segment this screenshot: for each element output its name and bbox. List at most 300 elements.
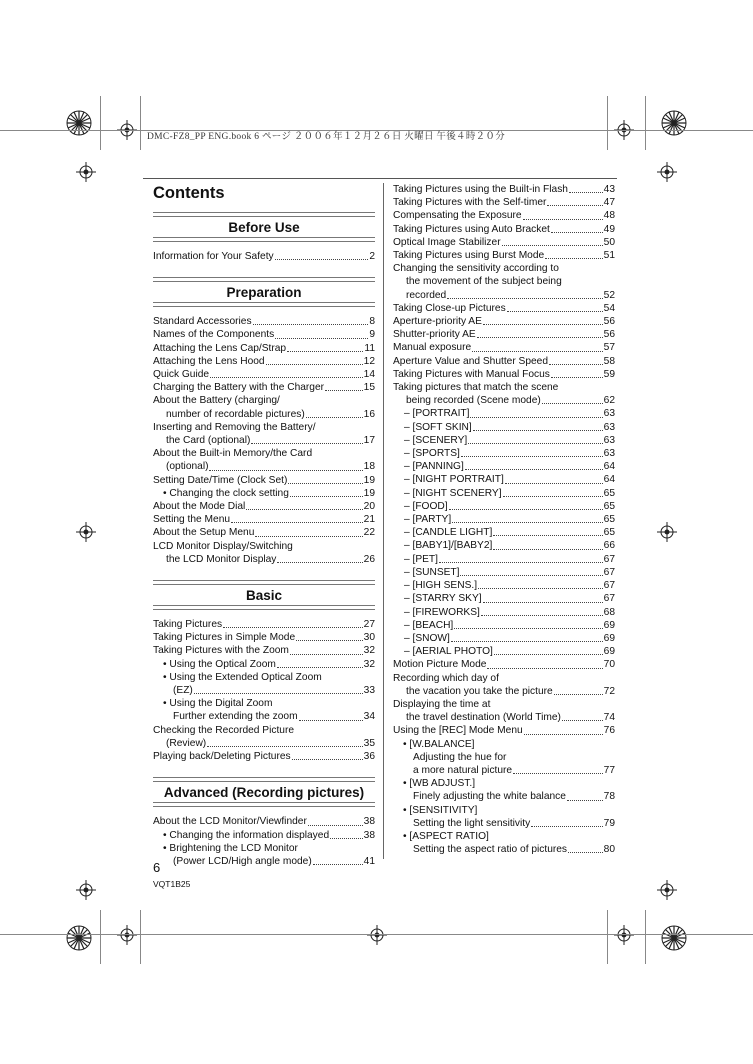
toc-entry-title: About the Mode Dial	[153, 501, 246, 513]
toc-entry[interactable]	[153, 434, 375, 447]
toc-entry[interactable]	[393, 289, 615, 302]
toc-entry[interactable]	[393, 315, 615, 328]
registration-mark-icon	[367, 925, 387, 945]
toc-entry[interactable]	[153, 697, 375, 710]
toc-entry-title: Using the [REC] Mode Menu	[393, 725, 523, 737]
dot-leader	[266, 364, 363, 365]
toc-entry-title: – [AERIAL PHOTO]	[404, 646, 493, 658]
toc-entry-title: the LCD Monitor Display	[166, 553, 277, 565]
dot-leader	[468, 443, 602, 444]
dot-leader	[439, 562, 603, 563]
toc-entry-page: 56	[603, 316, 615, 328]
dot-leader	[513, 773, 603, 774]
toc-entry[interactable]	[393, 817, 615, 830]
toc-entry[interactable]	[153, 750, 375, 763]
dot-leader	[567, 800, 603, 801]
toc-entry-page: 49	[603, 223, 615, 235]
dot-leader	[477, 337, 603, 338]
crop-line	[645, 96, 646, 150]
section-entries	[153, 250, 375, 263]
toc-entry[interactable]	[393, 738, 615, 751]
toc-entry[interactable]	[153, 474, 375, 487]
toc-entry-page: 74	[603, 712, 615, 724]
toc-entry[interactable]	[153, 381, 375, 394]
dot-leader	[290, 496, 363, 497]
toc-entry-page: 59	[603, 368, 615, 380]
toc-entry-title: • [SENSITIVITY]	[403, 804, 478, 816]
dot-leader	[452, 522, 602, 523]
dot-leader	[524, 734, 603, 735]
toc-entry-page: 80	[603, 844, 615, 856]
toc-entry[interactable]	[393, 843, 615, 856]
section-preparation	[153, 277, 375, 307]
dot-leader	[460, 575, 602, 576]
toc-entry-page: 38	[363, 829, 375, 841]
toc-entry[interactable]	[393, 645, 615, 658]
toc-entry-page: 78	[603, 791, 615, 803]
toc-entry[interactable]	[153, 355, 375, 368]
toc-entry[interactable]	[393, 764, 615, 777]
toc-entry-page: 17	[363, 435, 375, 447]
dot-leader	[470, 417, 602, 418]
toc-entry[interactable]	[393, 487, 615, 500]
toc-entry-page: 47	[603, 197, 615, 209]
toc-entry-page: 62	[603, 395, 615, 407]
toc-entry-page: 12	[363, 355, 375, 367]
toc-entry-page: 63	[603, 434, 615, 446]
toc-entry[interactable]	[153, 684, 375, 697]
toc-entry[interactable]	[393, 777, 615, 790]
dot-leader	[255, 536, 362, 537]
toc-entry-title: Setting the light sensitivity	[413, 817, 531, 829]
toc-entry-title: Taking Pictures using Burst Mode	[393, 250, 545, 262]
dot-leader	[207, 746, 362, 747]
dot-leader	[290, 654, 363, 655]
toc-entry-title: – [PANNING]	[404, 461, 464, 473]
dot-leader	[503, 496, 603, 497]
dot-leader	[461, 456, 603, 457]
model-code: VQT1B25	[153, 879, 191, 889]
toc-entry-title: Taking Close-up Pictures	[393, 302, 506, 314]
toc-entry[interactable]	[393, 394, 615, 407]
toc-entry-title: Setting the Menu	[153, 514, 231, 526]
toc-entry[interactable]	[153, 394, 375, 407]
toc-entry[interactable]	[393, 421, 615, 434]
toc-entry-title: Shutter-priority AE	[393, 329, 476, 341]
dot-leader	[483, 602, 603, 603]
toc-entry[interactable]	[153, 829, 375, 842]
toc-entry-title: Aperture Value and Shutter Speed	[393, 355, 548, 367]
toc-entry-title: Compensating the Exposure	[393, 210, 522, 222]
toc-entry[interactable]	[393, 249, 615, 262]
toc-entry[interactable]	[393, 328, 615, 341]
toc-entry-page: 65	[603, 487, 615, 499]
toc-entry-title: Taking Pictures using the Built-in Flash	[393, 184, 568, 195]
section-advanced-recording	[153, 777, 375, 807]
toc-entry-page: 77	[603, 764, 615, 776]
toc-entry-page: 63	[603, 448, 615, 460]
toc-entry-title: Taking Pictures with the Self-timer	[393, 197, 547, 209]
dot-leader	[253, 324, 369, 325]
dot-leader	[277, 667, 363, 668]
toc-entry-title: – [CANDLE LIGHT]	[404, 527, 493, 539]
dot-leader	[251, 443, 362, 444]
toc-entry-page: 20	[363, 501, 375, 513]
dot-leader	[531, 826, 602, 827]
toc-entry-page: 65	[603, 527, 615, 539]
toc-entry-title: Manual exposure	[393, 342, 472, 354]
toc-entry-title: Information for Your Safety	[153, 251, 274, 262]
toc-entry-title: – [FOOD]	[404, 500, 448, 512]
toc-entry-page: 2	[369, 251, 375, 262]
toc-entry-page: 52	[603, 289, 615, 301]
toc-entry-page: 67	[603, 580, 615, 592]
toc-entry[interactable]	[153, 815, 375, 828]
toc-entry[interactable]	[393, 460, 615, 473]
toc-entry[interactable]	[153, 631, 375, 644]
toc-entry-page: 63	[603, 421, 615, 433]
crop-mark-sunburst-icon	[661, 110, 687, 136]
toc-entry[interactable]	[393, 724, 615, 737]
toc-entry[interactable]	[153, 526, 375, 539]
toc-entry-title: Taking Pictures with the Zoom	[153, 645, 289, 657]
toc-left-column	[153, 180, 375, 868]
toc-entry[interactable]	[153, 250, 375, 263]
toc-entry[interactable]	[153, 618, 375, 631]
toc-entry-page: 32	[363, 658, 375, 670]
toc-entry[interactable]	[153, 368, 375, 381]
toc-entry-title: Checking the Recorded Picture	[153, 724, 295, 736]
toc-entry[interactable]	[393, 355, 615, 368]
dot-leader	[275, 338, 368, 339]
toc-entry-title: • [W.BALANCE]	[403, 738, 475, 750]
crop-line	[607, 910, 608, 964]
toc-entry[interactable]	[393, 698, 615, 711]
toc-entry[interactable]	[393, 407, 615, 420]
dot-leader	[493, 535, 602, 536]
toc-entry-page: 66	[603, 540, 615, 552]
toc-entry-title: Aperture-priority AE	[393, 316, 482, 328]
toc-entry-page: 79	[603, 817, 615, 829]
toc-entry-page: 69	[603, 646, 615, 658]
toc-entry-page: 9	[369, 329, 375, 341]
dot-leader	[246, 509, 362, 510]
toc-entry-title: – [PARTY]	[404, 514, 452, 526]
dot-leader	[306, 417, 363, 418]
toc-entry[interactable]	[153, 842, 375, 855]
toc-entry[interactable]	[153, 447, 375, 460]
toc-entry[interactable]	[393, 473, 615, 486]
toc-entry[interactable]	[393, 368, 615, 381]
toc-entry-title: (EZ)	[173, 685, 193, 697]
dot-leader	[451, 641, 603, 642]
top-rule	[143, 178, 617, 179]
toc-entry-page: 33	[363, 685, 375, 697]
dot-leader	[551, 232, 603, 233]
registration-mark-icon	[76, 522, 96, 542]
toc-entry-title: About the Battery (charging/	[153, 395, 280, 407]
toc-entry-title: Taking Pictures using Auto Bracket	[393, 223, 550, 235]
toc-entry-title: Playing back/Deleting Pictures	[153, 751, 291, 763]
toc-entry-title: About the LCD Monitor/Viewfinder	[153, 816, 307, 828]
toc-entry-page: 70	[603, 659, 615, 671]
dot-leader	[554, 694, 603, 695]
toc-entry[interactable]	[153, 500, 375, 513]
crop-line	[140, 910, 141, 964]
registration-mark-icon	[657, 522, 677, 542]
toc-entry[interactable]	[393, 209, 615, 222]
dot-leader	[277, 562, 362, 563]
toc-entry[interactable]	[153, 487, 375, 500]
dot-leader	[494, 654, 603, 655]
toc-entry[interactable]	[393, 236, 615, 249]
dot-leader	[223, 627, 363, 628]
registration-mark-icon	[657, 880, 677, 900]
toc-entry-title: Taking Pictures in Simple Mode	[153, 632, 296, 644]
toc-entry[interactable]	[393, 275, 615, 288]
toc-entry-page: 26	[363, 553, 375, 565]
toc-entry[interactable]	[153, 342, 375, 355]
toc-entry-title: Further extending the zoom	[173, 711, 298, 723]
toc-entry-title: Recording which day of	[393, 672, 499, 684]
toc-entry-page: 64	[603, 461, 615, 473]
dot-leader	[194, 693, 363, 694]
toc-entry[interactable]	[153, 553, 375, 566]
toc-entry[interactable]	[153, 328, 375, 341]
toc-entry-title: a more natural picture	[413, 764, 513, 776]
dot-leader	[473, 430, 603, 431]
toc-entry-page: 32	[363, 645, 375, 657]
toc-entry-title: Standard Accessories	[153, 316, 252, 328]
toc-entry-page: 64	[603, 474, 615, 486]
toc-entry-page: 18	[363, 461, 375, 473]
page-number: 6	[153, 860, 161, 875]
toc-entry-page: 27	[363, 619, 375, 631]
toc-entry-page: 65	[603, 500, 615, 512]
toc-entry-title: • [WB ADJUST.]	[403, 778, 476, 790]
toc-entry-title: • [ASPECT RATIO]	[403, 830, 489, 842]
toc-entry-title: (Review)	[166, 737, 207, 749]
toc-entry-title: number of recordable pictures)	[166, 408, 305, 420]
toc-entry[interactable]	[393, 513, 615, 526]
dot-leader	[209, 470, 362, 471]
toc-entry-page: 67	[603, 593, 615, 605]
toc-entry-title: – [SUNSET]	[404, 566, 460, 578]
toc-entry[interactable]	[393, 302, 615, 315]
toc-entry[interactable]	[393, 830, 615, 843]
toc-entry[interactable]	[153, 644, 375, 657]
toc-entry-title: Setting the aspect ratio of pictures	[413, 844, 568, 856]
toc-entry-page: 22	[363, 527, 375, 539]
toc-entry-page: 14	[363, 369, 375, 381]
toc-entry-page: 58	[603, 355, 615, 367]
section-entries	[153, 815, 375, 868]
toc-entry-title: Attaching the Lens Hood	[153, 355, 265, 367]
dot-leader	[551, 377, 603, 378]
dot-leader	[547, 205, 602, 206]
toc-entry-page: 50	[603, 236, 615, 248]
registration-mark-icon	[614, 925, 634, 945]
toc-entry[interactable]	[393, 381, 615, 394]
toc-entry[interactable]	[393, 672, 615, 685]
toc-entry-title: the vacation you take the picture	[406, 685, 553, 697]
toc-entry[interactable]	[393, 539, 615, 552]
toc-entry-title: – [SNOW]	[404, 632, 450, 644]
section-title: Before Use	[228, 220, 300, 235]
toc-entry-page: 36	[363, 751, 375, 763]
crop-line	[607, 96, 608, 150]
dot-leader	[330, 838, 363, 839]
toc-entry-title: About the Setup Menu	[153, 527, 255, 539]
dot-leader	[493, 549, 602, 550]
toc-entry[interactable]	[393, 553, 615, 566]
toc-entry-title: – [SOFT SKIN]	[404, 421, 472, 433]
toc-entry-page: 54	[603, 302, 615, 314]
toc-entry[interactable]	[393, 447, 615, 460]
toc-entry[interactable]	[393, 196, 615, 209]
section-title: Advanced (Recording pictures)	[163, 785, 365, 801]
toc-entry-title: Adjusting the hue for	[413, 751, 507, 763]
registration-mark-icon	[657, 162, 677, 182]
section-title: Preparation	[226, 285, 302, 301]
toc-entry-title: – [STARRY SKY]	[404, 593, 482, 605]
toc-entry[interactable]	[393, 566, 615, 579]
toc-entry-title: – [NIGHT PORTRAIT]	[404, 474, 504, 486]
toc-entry[interactable]	[393, 751, 615, 764]
toc-entry[interactable]	[393, 619, 615, 632]
toc-entry-title: – [PORTRAIT]	[404, 408, 470, 420]
dot-leader	[308, 825, 363, 826]
toc-entry-title: – [HIGH SENS.]	[404, 580, 478, 592]
toc-entry-title: Setting Date/Time (Clock Set)	[153, 474, 288, 486]
toc-entry[interactable]	[393, 658, 615, 671]
toc-entry-title: the movement of the subject being	[406, 276, 562, 288]
toc-entry-title: – [FIREWORKS]	[404, 606, 480, 618]
toc-entry-title: – [PET]	[404, 553, 438, 565]
section-entries	[393, 183, 615, 856]
section-before-use	[153, 212, 375, 242]
toc-entry-title: being recorded (Scene mode)	[406, 395, 541, 407]
toc-entry-page: 41	[363, 855, 375, 867]
toc-entry[interactable]	[393, 183, 615, 196]
toc-right-column	[393, 183, 615, 856]
toc-entry-title: the Card (optional)	[166, 435, 251, 447]
toc-entry-page: 63	[603, 408, 615, 420]
toc-entry[interactable]	[393, 526, 615, 539]
toc-entry[interactable]	[153, 737, 375, 750]
toc-entry-title: – [SCENERY]	[404, 434, 468, 446]
toc-entry-title: • Changing the information displayed	[163, 829, 330, 841]
toc-entry[interactable]	[393, 262, 615, 275]
toc-entry-title: • Using the Extended Optical Zoom	[163, 671, 322, 683]
toc-entry-title: recorded	[406, 289, 447, 301]
toc-entry[interactable]	[393, 592, 615, 605]
toc-entry[interactable]	[153, 855, 375, 868]
toc-entry-title: – [NIGHT SCENERY]	[404, 487, 502, 499]
dot-leader	[287, 351, 363, 352]
dot-leader	[545, 258, 602, 259]
toc-entry[interactable]	[153, 408, 375, 421]
toc-entry-title: – [BABY1]/[BABY2]	[404, 540, 493, 552]
dot-leader	[449, 509, 603, 510]
crop-mark-sunburst-icon	[66, 925, 92, 951]
toc-entry-page: 57	[603, 342, 615, 354]
toc-entry[interactable]	[393, 434, 615, 447]
dot-leader	[568, 852, 603, 853]
toc-entry[interactable]	[393, 341, 615, 354]
crop-line	[0, 934, 753, 935]
toc-entry[interactable]	[153, 724, 375, 737]
dot-leader	[562, 720, 603, 721]
dot-leader	[549, 364, 603, 365]
crop-line	[645, 910, 646, 964]
crop-mark-sunburst-icon	[661, 925, 687, 951]
toc-entry[interactable]	[393, 606, 615, 619]
toc-entry-title: • Using the Digital Zoom	[163, 698, 273, 710]
toc-entry[interactable]	[393, 711, 615, 724]
toc-entry-title: Motion Picture Mode	[393, 659, 487, 671]
toc-entry[interactable]	[393, 790, 615, 803]
toc-entry-page: 68	[603, 606, 615, 618]
toc-entry-title: the travel destination (World Time)	[406, 712, 561, 724]
registration-mark-icon	[76, 162, 96, 182]
dot-leader	[505, 483, 603, 484]
toc-entry[interactable]	[153, 315, 375, 328]
dot-leader	[507, 311, 603, 312]
toc-entry[interactable]	[393, 804, 615, 817]
toc-entry[interactable]	[153, 710, 375, 723]
dot-leader	[275, 259, 369, 260]
column-divider	[383, 183, 384, 859]
toc-entry[interactable]	[393, 685, 615, 698]
toc-entry-page: 48	[603, 210, 615, 222]
dot-leader	[542, 403, 603, 404]
toc-entry[interactable]	[153, 540, 375, 553]
toc-entry-page: 30	[363, 632, 375, 644]
toc-entry[interactable]	[153, 671, 375, 684]
toc-entry[interactable]	[393, 632, 615, 645]
crop-line	[100, 910, 101, 964]
toc-entry[interactable]	[153, 658, 375, 671]
dot-leader	[472, 351, 603, 352]
toc-entry[interactable]	[393, 500, 615, 513]
dot-leader	[523, 219, 603, 220]
toc-entry[interactable]	[153, 460, 375, 473]
toc-entry-title: Inserting and Removing the Battery/	[153, 421, 316, 433]
toc-entry[interactable]	[153, 421, 375, 434]
toc-entry[interactable]	[393, 579, 615, 592]
section-entries	[153, 618, 375, 763]
section-entries	[153, 315, 375, 566]
toc-entry-title: – [BEACH]	[404, 619, 454, 631]
toc-entry[interactable]	[393, 223, 615, 236]
toc-entry-page: 65	[603, 514, 615, 526]
toc-entry-page: 15	[363, 382, 375, 394]
toc-entry-page: 72	[603, 685, 615, 697]
toc-entry-title: Quick Guide	[153, 369, 210, 381]
toc-entry-title: Optical Image Stabilizer	[393, 236, 501, 248]
toc-entry-title: Charging the Battery with the Charger	[153, 382, 325, 394]
dot-leader	[288, 483, 362, 484]
toc-entry-page: 56	[603, 329, 615, 341]
toc-entry-page: 8	[369, 316, 375, 328]
toc-entry[interactable]	[153, 513, 375, 526]
toc-entry-page: 35	[363, 737, 375, 749]
toc-entry-page: 16	[363, 408, 375, 420]
toc-entry-page: 21	[363, 514, 375, 526]
registration-mark-icon	[117, 925, 137, 945]
toc-entry-title: Names of the Components	[153, 329, 275, 341]
